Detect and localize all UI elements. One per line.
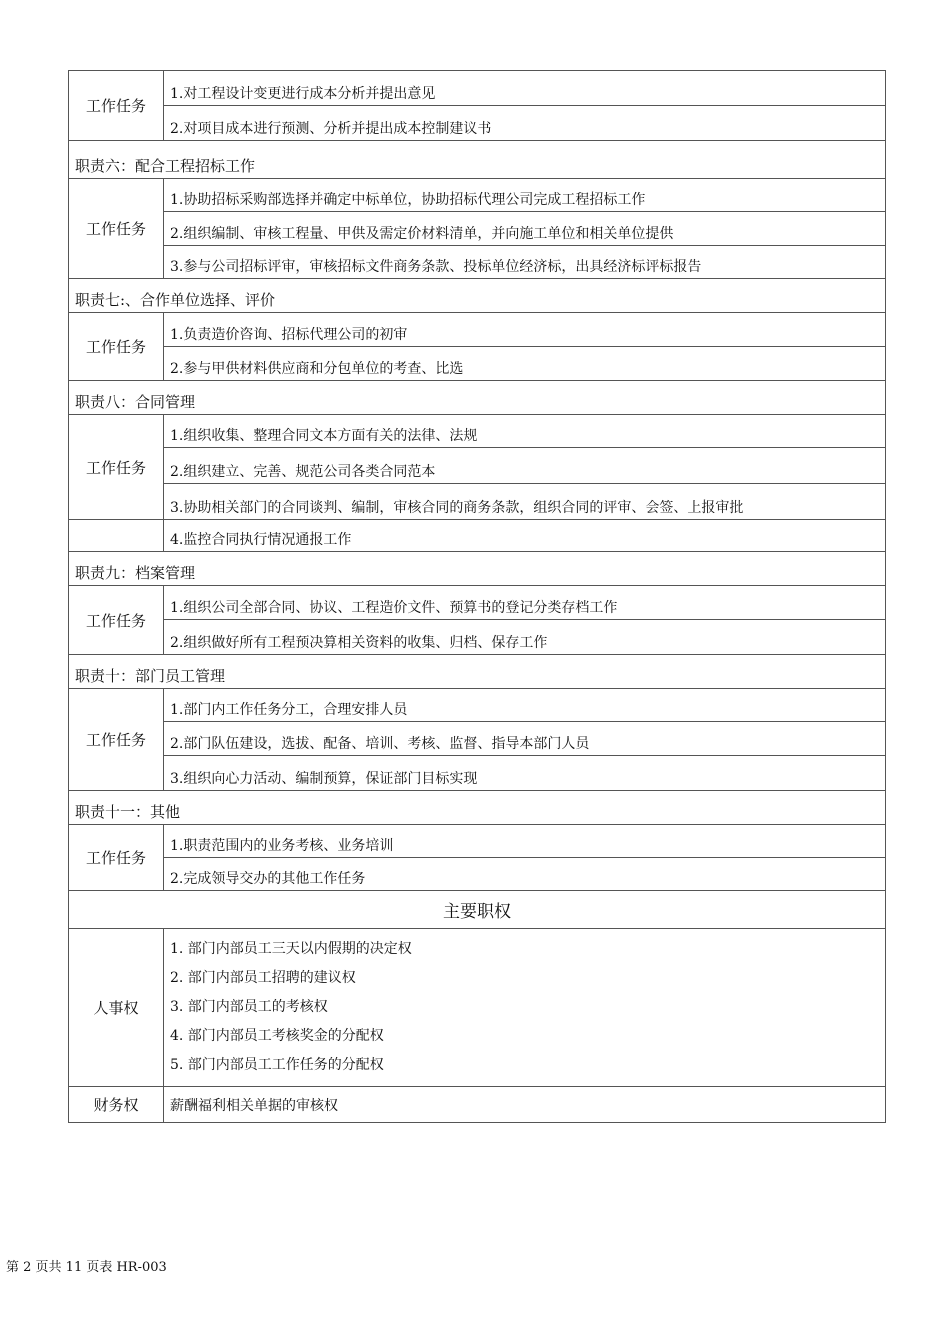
task-block bbox=[69, 71, 885, 141]
task-block bbox=[69, 825, 885, 891]
task-label: 工作任务 bbox=[69, 586, 164, 654]
task-item: 1.组织收集、整理合同文本方面有关的法律、法规 bbox=[164, 415, 885, 448]
task-item: 1.组织公司全部合同、协议、工程造价文件、预算书的登记分类存档工作 bbox=[164, 586, 885, 620]
power-item: 5. 部门内部员工工作任务的分配权 bbox=[170, 1057, 384, 1073]
task-label: 工作任务 bbox=[69, 825, 164, 890]
task-block bbox=[69, 415, 885, 520]
task-block bbox=[69, 179, 885, 279]
finance-text: 薪酬福利相关单据的审核权 bbox=[170, 1097, 338, 1114]
power-item: 2. 部门内部员工招聘的建议权 bbox=[170, 970, 356, 986]
task-item: 2.对项目成本进行预测、分析并提出成本控制建议书 bbox=[170, 121, 492, 137]
task-label: 工作任务 bbox=[69, 689, 164, 790]
task-item: 1.职责范围内的业务考核、业务培训 bbox=[164, 825, 885, 858]
task-item: 4.监控合同执行情况通报工作 bbox=[170, 532, 352, 548]
powers-title: 主要职权 bbox=[69, 891, 885, 929]
task-item: 3.组织向心力活动、编制预算，保证部门目标实现 bbox=[170, 771, 478, 787]
task-block-cont bbox=[69, 519, 885, 552]
duty-header: 职责十：部门员工管理 bbox=[69, 655, 885, 689]
duty-header: 职责九：档案管理 bbox=[69, 552, 885, 586]
task-label: 工作任务 bbox=[69, 71, 164, 140]
duty-header: 职责十一：其他 bbox=[69, 791, 885, 825]
task-item: 3.协助相关部门的合同谈判、编制，审核合同的商务条款，组织合同的评审、会签、上报审批 bbox=[170, 500, 744, 516]
task-item: 2.参与甲供材料供应商和分包单位的考查、比选 bbox=[170, 361, 464, 377]
task-item: 2.部门队伍建设，选拔、配备、培训、考核、监督、指导本部门人员 bbox=[164, 722, 885, 756]
duty-header: 职责八：合同管理 bbox=[69, 381, 885, 415]
task-item: 2.组织编制、审核工程量、甲供及需定价材料清单，并向施工单位和相关单位提供 bbox=[164, 212, 885, 246]
task-item: 1.对工程设计变更进行成本分析并提出意见 bbox=[164, 71, 885, 106]
responsibility-table bbox=[68, 70, 886, 1123]
finance-power-block bbox=[69, 1087, 885, 1122]
finance-label: 财务权 bbox=[69, 1087, 164, 1122]
task-item: 2.组织做好所有工程预决算相关资料的收集、归档、保存工作 bbox=[170, 635, 548, 651]
task-item: 1.部门内工作任务分工，合理安排人员 bbox=[164, 689, 885, 722]
task-item: 3.参与公司招标评审，审核招标文件商务条款、投标单位经济标，出具经济标评标报告 bbox=[170, 259, 702, 275]
task-label: 工作任务 bbox=[69, 313, 164, 380]
power-item: 4. 部门内部员工考核奖金的分配权 bbox=[170, 1028, 384, 1044]
power-item: 3. 部门内部员工的考核权 bbox=[170, 999, 328, 1015]
personnel-label: 人事权 bbox=[69, 929, 164, 1086]
task-block bbox=[69, 689, 885, 791]
page-footer: 第 2 页共 11 页表 HR-003 bbox=[6, 1260, 167, 1275]
task-block bbox=[69, 313, 885, 381]
task-item: 1.协助招标采购部选择并确定中标单位，协助招标代理公司完成工程招标工作 bbox=[164, 179, 885, 212]
task-label: 工作任务 bbox=[69, 415, 164, 519]
power-item: 1. 部门内部员工三天以内假期的决定权 bbox=[170, 941, 412, 957]
task-block bbox=[69, 586, 885, 655]
duty-header: 职责六：配合工程招标工作 bbox=[69, 141, 885, 179]
task-label: 工作任务 bbox=[69, 179, 164, 278]
personnel-power-block bbox=[69, 929, 885, 1087]
duty-header: 职责七:、合作单位选择、评价 bbox=[69, 279, 885, 313]
task-item: 2.组织建立、完善、规范公司各类合同范本 bbox=[164, 448, 885, 484]
task-item: 2.完成领导交办的其他工作任务 bbox=[170, 871, 366, 887]
task-item: 1.负责造价咨询、招标代理公司的初审 bbox=[164, 313, 885, 347]
